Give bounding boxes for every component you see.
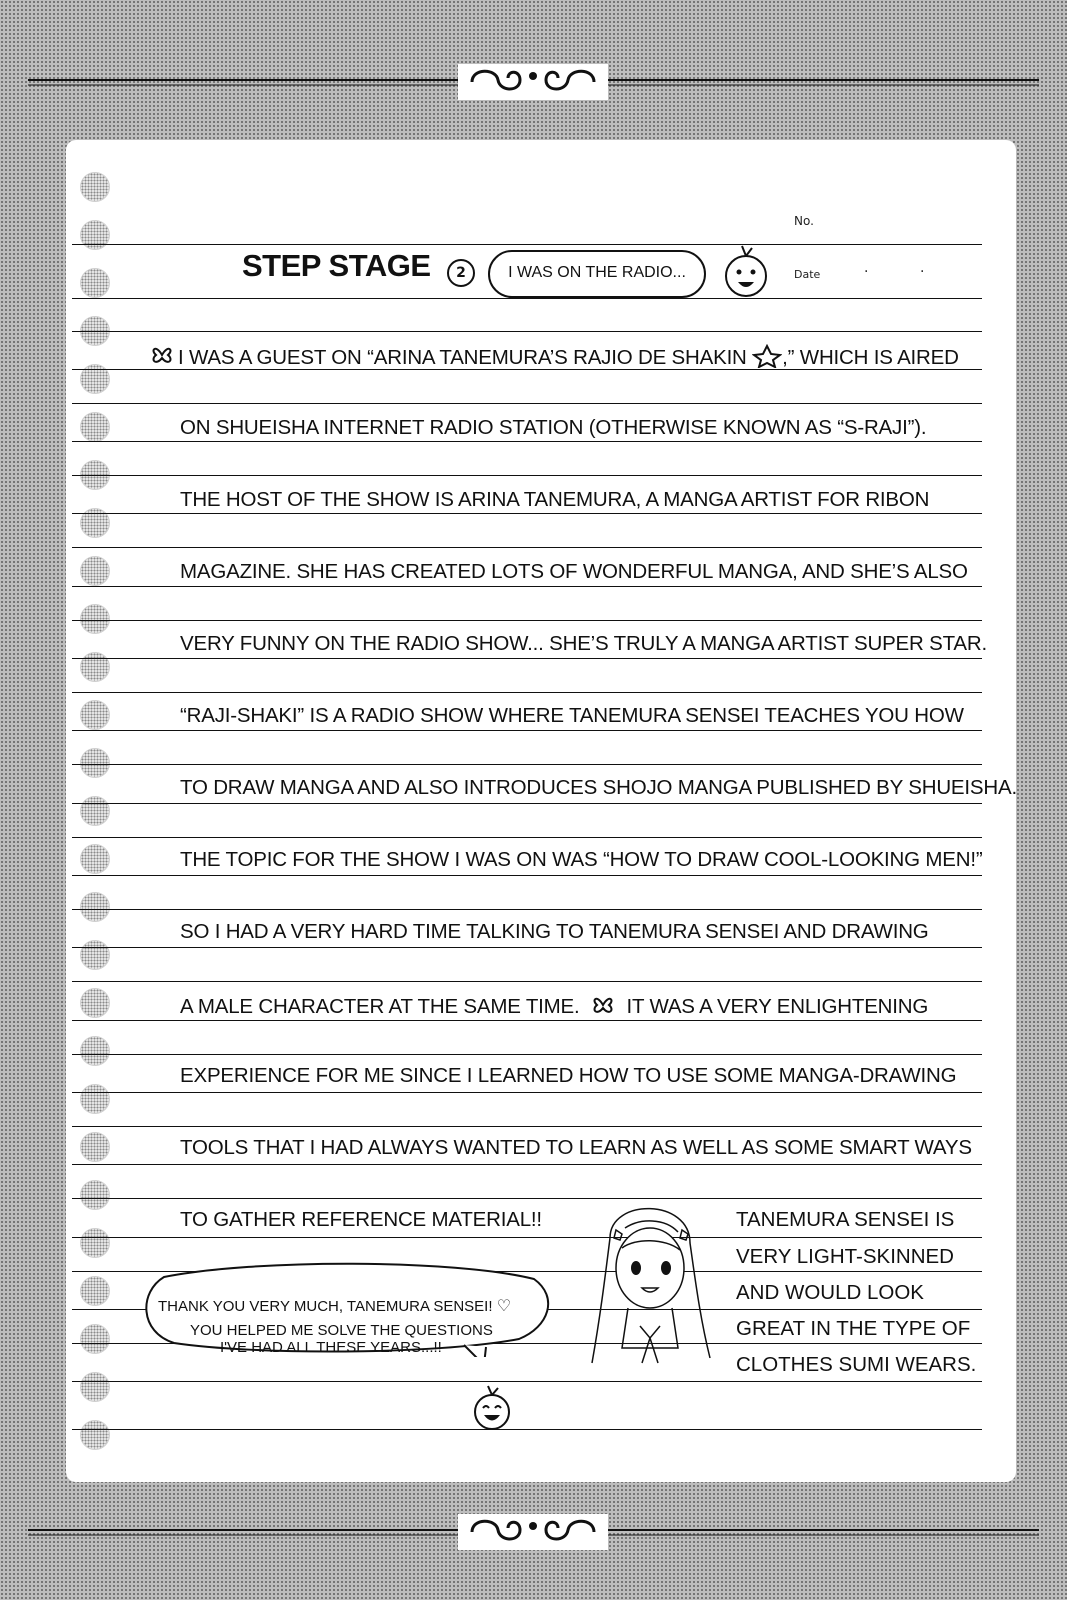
body-line-3: THE HOST OF THE SHOW IS ARINA TANEMURA, A MANGA ARTIST FOR RIBON <box>180 488 930 511</box>
date-dot: · <box>864 264 869 280</box>
page-title: STEP STAGE <box>242 248 431 283</box>
date-dot: · <box>920 264 925 280</box>
ruled-line <box>72 1381 982 1382</box>
body-line-1 <box>178 344 959 370</box>
ruled-line <box>72 244 982 245</box>
binder-hole <box>80 268 110 298</box>
ruled-line <box>72 875 982 876</box>
thanks-line-1 <box>158 1296 511 1316</box>
body-line-9: SO I HAD A VERY HARD TIME TALKING TO TANEMURA SENSEI AND DRAWING <box>180 920 929 943</box>
thanks-line-2: YOU HELPED ME SOLVE THE QUESTIONS <box>190 1322 493 1339</box>
heart-icon: ♡ <box>496 1298 512 1315</box>
binder-hole <box>80 1372 110 1402</box>
body-line-10-suffix: IT WAS A VERY ENLIGHTENING <box>626 995 929 1018</box>
body-line-4: MAGAZINE. SHE HAS CREATED LOTS OF WONDERFUL MANGA, AND SHE’S ALSO <box>180 560 968 583</box>
ruled-line <box>72 803 982 804</box>
side-note-line: CLOTHES SUMI WEARS. <box>736 1353 977 1376</box>
body-line-6: “RAJI-SHAKI” IS A RADIO SHOW WHERE TANEMURA SENSEI TEACHES YOU HOW <box>180 704 964 727</box>
body-line-12: TOOLS THAT I HAD ALWAYS WANTED TO LEARN AS WELL AS SOME SMART WAYS <box>180 1136 972 1159</box>
chick-mascot-icon <box>722 240 772 300</box>
ruled-line <box>72 692 982 693</box>
number-label: No. <box>794 214 814 228</box>
ruled-line <box>72 764 982 765</box>
flower-icon <box>589 992 617 1018</box>
binder-hole <box>80 892 110 922</box>
body-line-1-text: I WAS A GUEST ON “ARINA TANEMURA’S RAJIO DE SHAKIN <box>178 346 747 369</box>
binder-hole <box>80 604 110 634</box>
body-line-1-suffix: ,” WHICH IS AIRED <box>782 346 959 369</box>
ruled-line <box>72 730 982 731</box>
ruled-line <box>72 513 982 514</box>
ruled-line <box>72 1198 982 1199</box>
thanks-line-3: I'VE HAD ALL THESE YEARS...!! <box>220 1339 442 1356</box>
body-line-11: EXPERIENCE FOR ME SINCE I LEARNED HOW TO USE SOME MANGA-DRAWING <box>180 1064 957 1087</box>
ruled-line <box>72 1020 982 1021</box>
ruled-line <box>72 947 982 948</box>
ruled-line <box>72 547 982 548</box>
ruled-line <box>72 1164 982 1165</box>
binder-hole <box>80 1132 110 1162</box>
binder-hole <box>80 1036 110 1066</box>
subtitle-speech-bubble <box>488 250 706 298</box>
girl-illustration <box>570 1198 730 1388</box>
stage-number: 2 <box>447 259 475 287</box>
side-note-line: VERY LIGHT-SKINNED <box>736 1245 954 1268</box>
ruled-line <box>72 981 982 982</box>
thanks-line-1-text: THANK YOU VERY MUCH, TANEMURA SENSEI! <box>158 1298 493 1315</box>
binder-hole <box>80 172 110 202</box>
ruled-line <box>72 1092 982 1093</box>
body-line-10-text: A MALE CHARACTER AT THE SAME TIME. <box>180 995 580 1018</box>
body-line-8: THE TOPIC FOR THE SHOW I WAS ON WAS “HOW TO DRAW COOL-LOOKING MEN!” <box>180 848 983 871</box>
binder-hole <box>80 1180 110 1210</box>
ruled-line <box>72 1429 982 1430</box>
ruled-line <box>72 1126 982 1127</box>
binder-hole <box>80 1324 110 1354</box>
binder-hole <box>80 412 110 442</box>
side-note-line: AND WOULD LOOK <box>736 1281 924 1304</box>
binder-hole <box>80 988 110 1018</box>
ruled-line <box>72 403 982 404</box>
bottom-ornament-divider <box>28 1512 1039 1552</box>
subtitle-text: I WAS ON THE RADIO... <box>508 264 686 281</box>
ruled-line <box>72 837 982 838</box>
ruled-line <box>72 1237 982 1238</box>
ruled-line <box>72 331 982 332</box>
binder-hole <box>80 1084 110 1114</box>
star-icon <box>752 344 782 368</box>
side-note-line: GREAT IN THE TYPE OF <box>736 1317 971 1340</box>
binder-hole <box>80 844 110 874</box>
top-ornament-divider <box>28 62 1039 102</box>
binder-hole <box>80 1420 110 1450</box>
binder-hole <box>80 652 110 682</box>
side-note-line: TANEMURA SENSEI IS <box>736 1208 955 1231</box>
binder-hole <box>80 748 110 778</box>
ruled-line <box>72 1054 982 1055</box>
ruled-line <box>72 586 982 587</box>
ruled-line <box>72 620 982 621</box>
ruled-line <box>72 441 982 442</box>
binder-hole <box>80 940 110 970</box>
ruled-line <box>72 298 982 299</box>
smiling-chick-icon <box>470 1382 516 1432</box>
body-line-5: VERY FUNNY ON THE RADIO SHOW... SHE’S TRULY A MANGA ARTIST SUPER STAR. <box>180 632 987 655</box>
ruled-line <box>72 658 982 659</box>
body-line-13: TO GATHER REFERENCE MATERIAL!! <box>180 1208 542 1231</box>
binder-hole <box>80 556 110 586</box>
ruled-line <box>72 475 982 476</box>
date-label: Date <box>794 268 821 281</box>
body-line-2: ON SHUEISHA INTERNET RADIO STATION (OTHERWISE KNOWN AS “S-RAJI”). <box>180 416 927 439</box>
binder-hole <box>80 700 110 730</box>
body-line-7: TO DRAW MANGA AND ALSO INTRODUCES SHOJO MANGA PUBLISHED BY SHUEISHA. <box>180 776 1017 799</box>
binder-hole <box>80 1276 110 1306</box>
ruled-line <box>72 909 982 910</box>
binder-hole <box>80 1228 110 1258</box>
body-line-10 <box>180 992 928 1019</box>
binder-hole <box>80 220 110 250</box>
binder-hole <box>80 796 110 826</box>
flower-icon <box>148 342 176 368</box>
